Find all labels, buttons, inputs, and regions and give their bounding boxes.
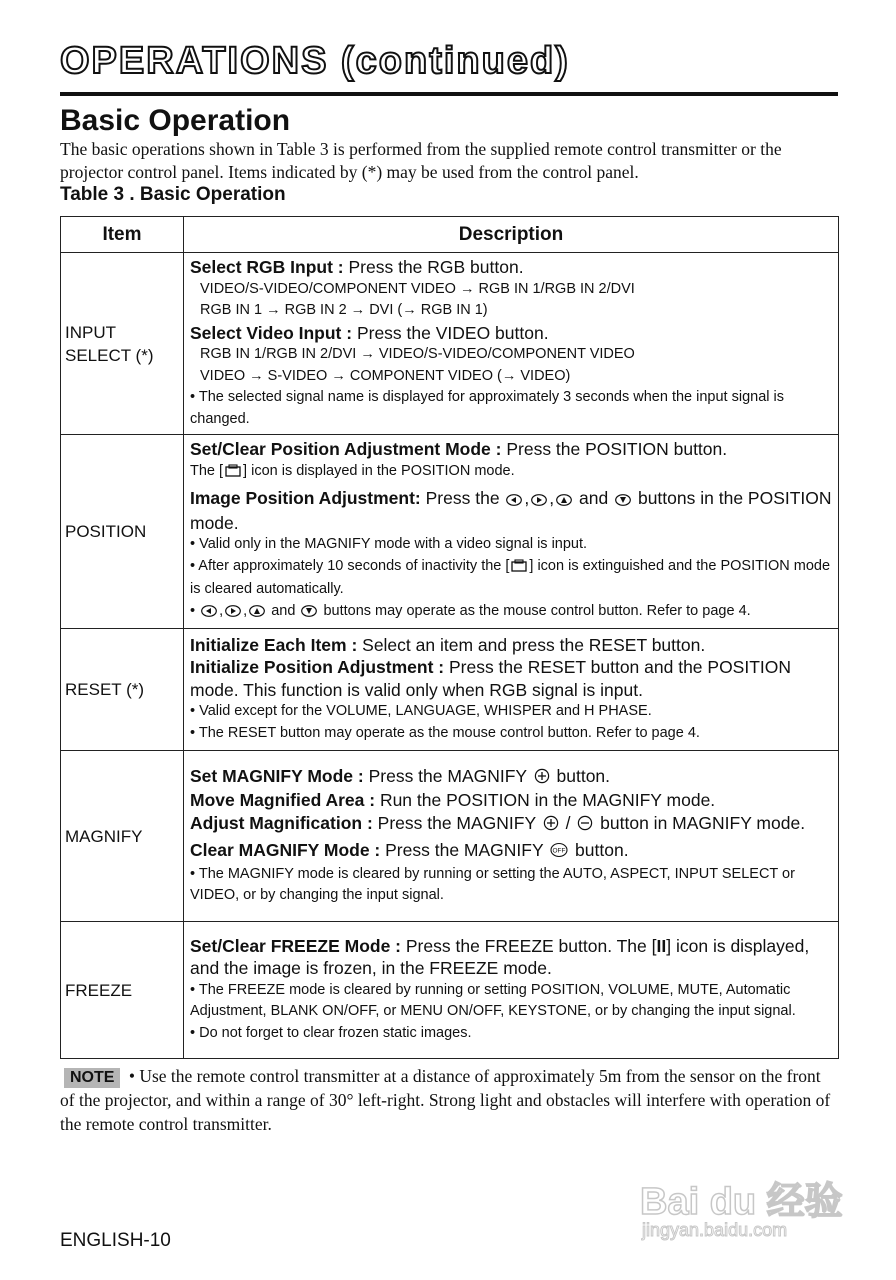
- init-each-text: Select an item and press the RESET button.: [357, 634, 706, 655]
- item-cell-freeze: FREEZE: [61, 922, 184, 1059]
- item-cell-magnify: MAGNIFY: [61, 751, 184, 922]
- pause-icon: II: [656, 935, 667, 956]
- magnify-off-glyph: OFF: [552, 847, 566, 855]
- magnify-off-icon: [550, 841, 568, 864]
- basic-operation-table: [60, 216, 839, 1059]
- reset-note-2: • The RESET button may operate as the mouse control button. Refer to page 4.: [190, 724, 700, 741]
- section-intro: The basic operations shown in Table 3 is performed from the supplied remote control transmitter or the projector control panel. Items indicated by (*) may be used from the control panel.: [60, 139, 782, 182]
- item-cell-position: POSITION: [61, 435, 184, 629]
- table-row-magnify: [61, 751, 839, 922]
- item-cell-reset: RESET (*): [61, 629, 184, 751]
- adjust-magnification-text-b: button in MAGNIFY mode.: [595, 812, 806, 833]
- position-note-3-and: and: [267, 602, 300, 619]
- position-icon-line-a: The [: [190, 462, 224, 479]
- table-row-reset: [61, 629, 839, 751]
- chapter-title: OPERATIONS (continued): [60, 40, 570, 82]
- position-note-2a: • After approximately 10 seconds of inactivity the [: [190, 557, 510, 574]
- position-mode-label: Set/Clear Position Adjustment Mode :: [190, 439, 502, 459]
- freeze-note-2: • Do not forget to clear frozen static images.: [190, 1024, 472, 1041]
- init-each-label: Initialize Each Item :: [190, 634, 358, 655]
- move-magnified-label: Move Magnified Area :: [190, 790, 376, 810]
- image-position-text-a: Press the: [420, 488, 505, 508]
- clear-magnify-text-a: Press the MAGNIFY: [380, 840, 549, 860]
- arrow-right-button-icon: [225, 603, 241, 625]
- note-badge: NOTE: [64, 1068, 120, 1088]
- arrow-left-button-icon: [506, 489, 522, 512]
- adjust-magnification-label: Adjust Magnification :: [190, 812, 373, 833]
- item-cell-input-select: [61, 253, 184, 435]
- position-mode-icon: [225, 463, 241, 485]
- freeze-mode-text-b: ] icon is displayed, and the image is frozen, in the FREEZE mode.: [190, 935, 810, 979]
- table-caption: Table 3 . Basic Operation: [60, 184, 286, 205]
- arrow-up-button-icon: [556, 489, 572, 512]
- table-row-input-select: [61, 253, 839, 435]
- init-position-text: Press the RESET button and the POSITION mode. This function is valid only when RGB signal is input.: [190, 657, 792, 700]
- init-position-label: Initialize Position Adjustment :: [190, 657, 445, 678]
- position-mode-text: Press the POSITION button.: [501, 439, 728, 459]
- rgb-sequence-2: RGB IN 1 → RGB IN 2 → DVI (→ RGB IN 1): [200, 302, 488, 318]
- table-row-freeze: [61, 922, 839, 1059]
- desc-cell-reset: [184, 629, 839, 751]
- watermark-sub: jingyan.baidu.com: [642, 1220, 788, 1240]
- video-sequence-2: VIDEO → S-VIDEO → COMPONENT VIDEO (→ VIDEO): [200, 367, 571, 384]
- rgb-sequence-1: VIDEO/S-VIDEO/COMPONENT VIDEO → RGB IN 1/RGB IN 2/DVI: [200, 280, 635, 297]
- position-note-3b: buttons may operate as the mouse control button. Refer to page 4.: [319, 602, 751, 619]
- desc-cell-input-select: [184, 253, 839, 435]
- video-input-label: Select Video Input :: [190, 322, 353, 343]
- arrow-left-button-icon: [201, 603, 217, 625]
- desc-cell-freeze: [184, 922, 839, 1059]
- position-note-3a: •: [190, 602, 200, 619]
- adjust-magnification-slash: /: [560, 812, 576, 833]
- video-sequence-1: RGB IN 1/RGB IN 2/DVI → VIDEO/S-VIDEO/COMPONENT VIDEO: [200, 346, 635, 362]
- item-name-line1: INPUT: [65, 322, 116, 342]
- position-note-2b: ] icon is extinguished and the POSITION mode is cleared automatically.: [190, 557, 831, 597]
- arrow-up-button-icon: [249, 603, 265, 625]
- note-paragraph: [60, 1064, 838, 1136]
- rgb-input-label: Select RGB Input :: [190, 257, 344, 277]
- clear-magnify-label: Clear MAGNIFY Mode :: [190, 840, 381, 860]
- magnify-minus-icon: [577, 814, 593, 837]
- arrow-down-button-icon: [301, 603, 317, 625]
- position-icon-line-b: ] icon is displayed in the POSITION mode.: [243, 462, 515, 479]
- clear-magnify-text-b: button.: [570, 840, 629, 860]
- header-rule: [60, 92, 838, 96]
- note-text: • Use the remote control transmitter at a distance of approximately 5m from the sensor on the front of the projector, and within a range of 30° left-right. Strong light and obstacles will interfere with operation of the remote control transmitter.: [60, 1066, 831, 1134]
- image-position-label: Image Position Adjustment:: [190, 488, 421, 508]
- set-magnify-text-a: Press the MAGNIFY: [363, 765, 532, 786]
- adjust-magnification-text-a: Press the MAGNIFY: [372, 812, 541, 833]
- magnify-plus-icon: [543, 814, 559, 837]
- set-magnify-text-b: button.: [551, 765, 611, 786]
- image-position-text-b: buttons in the POSITION mode.: [190, 488, 832, 533]
- position-mode-icon: [511, 558, 527, 580]
- header-item: Item: [61, 217, 184, 253]
- freeze-mode-label: Set/Clear FREEZE Mode :: [190, 935, 402, 956]
- item-name-line2: SELECT (*): [65, 345, 154, 365]
- freeze-note-1: • The FREEZE mode is cleared by running or setting POSITION, VOLUME, MUTE, Automatic Adjustment, BLANK ON/OFF, or MENU ON/OFF, KEYSTONE, or by changing the input signal.: [190, 981, 796, 1020]
- freeze-mode-text-a: Press the FREEZE button. The [: [401, 935, 657, 956]
- reset-note-1: • Valid except for the VOLUME, LANGUAGE, WHISPER and H PHASE.: [190, 703, 652, 720]
- baidu-watermark: [630, 1150, 850, 1250]
- move-magnified-text: Run the POSITION in the MAGNIFY mode.: [375, 790, 716, 810]
- image-position-and: and: [574, 488, 614, 508]
- rgb-input-text: Press the RGB button.: [343, 257, 524, 277]
- page-number: ENGLISH-10: [60, 1230, 171, 1251]
- header-description: Description: [184, 217, 839, 253]
- section-title: Basic Operation: [60, 104, 291, 137]
- video-input-text: Press the VIDEO button.: [352, 322, 549, 343]
- arrow-right-button-icon: [531, 489, 547, 512]
- magnify-note-1: • The MAGNIFY mode is cleared by running or setting the AUTO, ASPECT, INPUT SELECT or VIDEO, or by changing the input signal.: [190, 865, 795, 903]
- table-row-position: [61, 435, 839, 629]
- arrow-down-button-icon: [615, 489, 631, 512]
- desc-cell-position: Set/Clear Position Adjustment Mode : Press the POSITION button. The [ ] icon is displayed in the POSITION mode. Image Position Adjustment: Press the , , and buttons in the POSITION mode. • Valid only in the MAGNIFY mode with a video signal is input. • After approximately 10 seconds of inactivity the [ ] icon is extinguished and the POSITION mode is cleared automatically. • , , and buttons may operate as the mouse control button. Refer to page 4.: [184, 435, 839, 629]
- position-note-1: • Valid only in the MAGNIFY mode with a video signal is input.: [190, 536, 588, 552]
- desc-cell-magnify: [184, 751, 839, 922]
- input-note: • The selected signal name is displayed for approximately 3 seconds when the input signal is changed.: [190, 389, 785, 427]
- set-magnify-label: Set MAGNIFY Mode :: [190, 765, 364, 786]
- watermark-main: Bai du 经验: [640, 1181, 843, 1223]
- magnify-plus-icon: [534, 767, 550, 790]
- table-header-row: [61, 217, 839, 253]
